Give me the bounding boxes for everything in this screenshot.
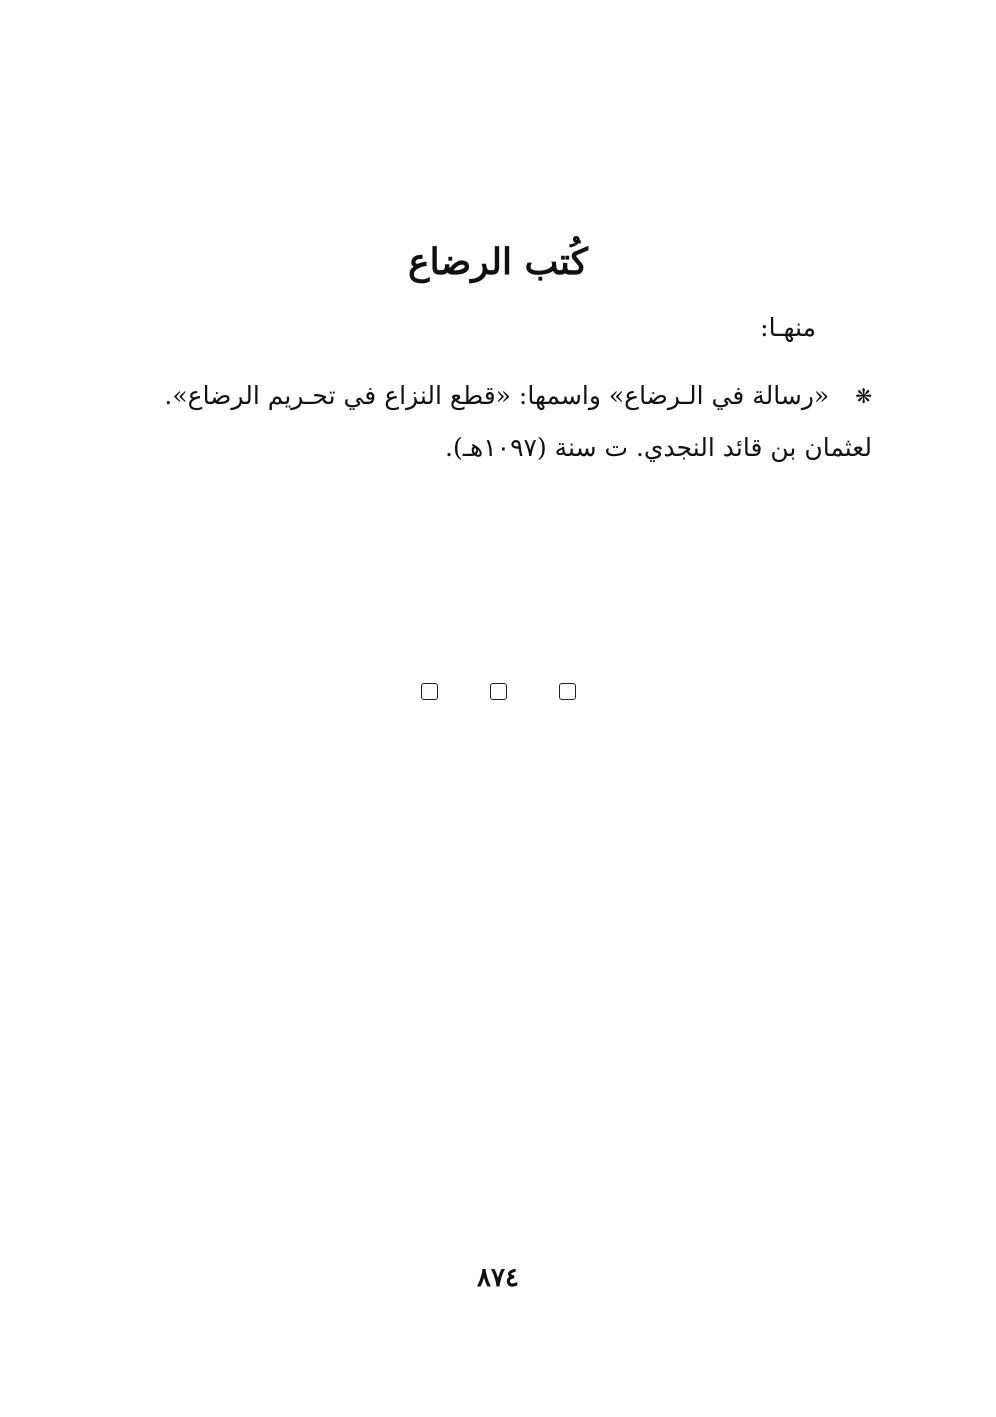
book-entry [150, 370, 872, 474]
square-ornament-icon [490, 683, 507, 700]
square-ornament-icon [559, 683, 576, 700]
square-ornament-icon [421, 683, 438, 700]
entry-line-2: لعثمان بن قائد النجدي. ت سنة (١٠٩٧هـ). [445, 433, 872, 462]
intro-label: منهـا: [760, 313, 816, 342]
section-title: كُتب الرضاع [408, 241, 588, 283]
entry-text-1: «رسالة في الـرضاع» واسمها: «قطع النزاع في تحـريم الرضاع». [164, 381, 830, 410]
asterism-icon: ❋ [855, 384, 872, 408]
page-number: ٨٧٤ [477, 1263, 519, 1293]
section-separator [0, 683, 996, 700]
entry-line-1 [150, 370, 872, 422]
